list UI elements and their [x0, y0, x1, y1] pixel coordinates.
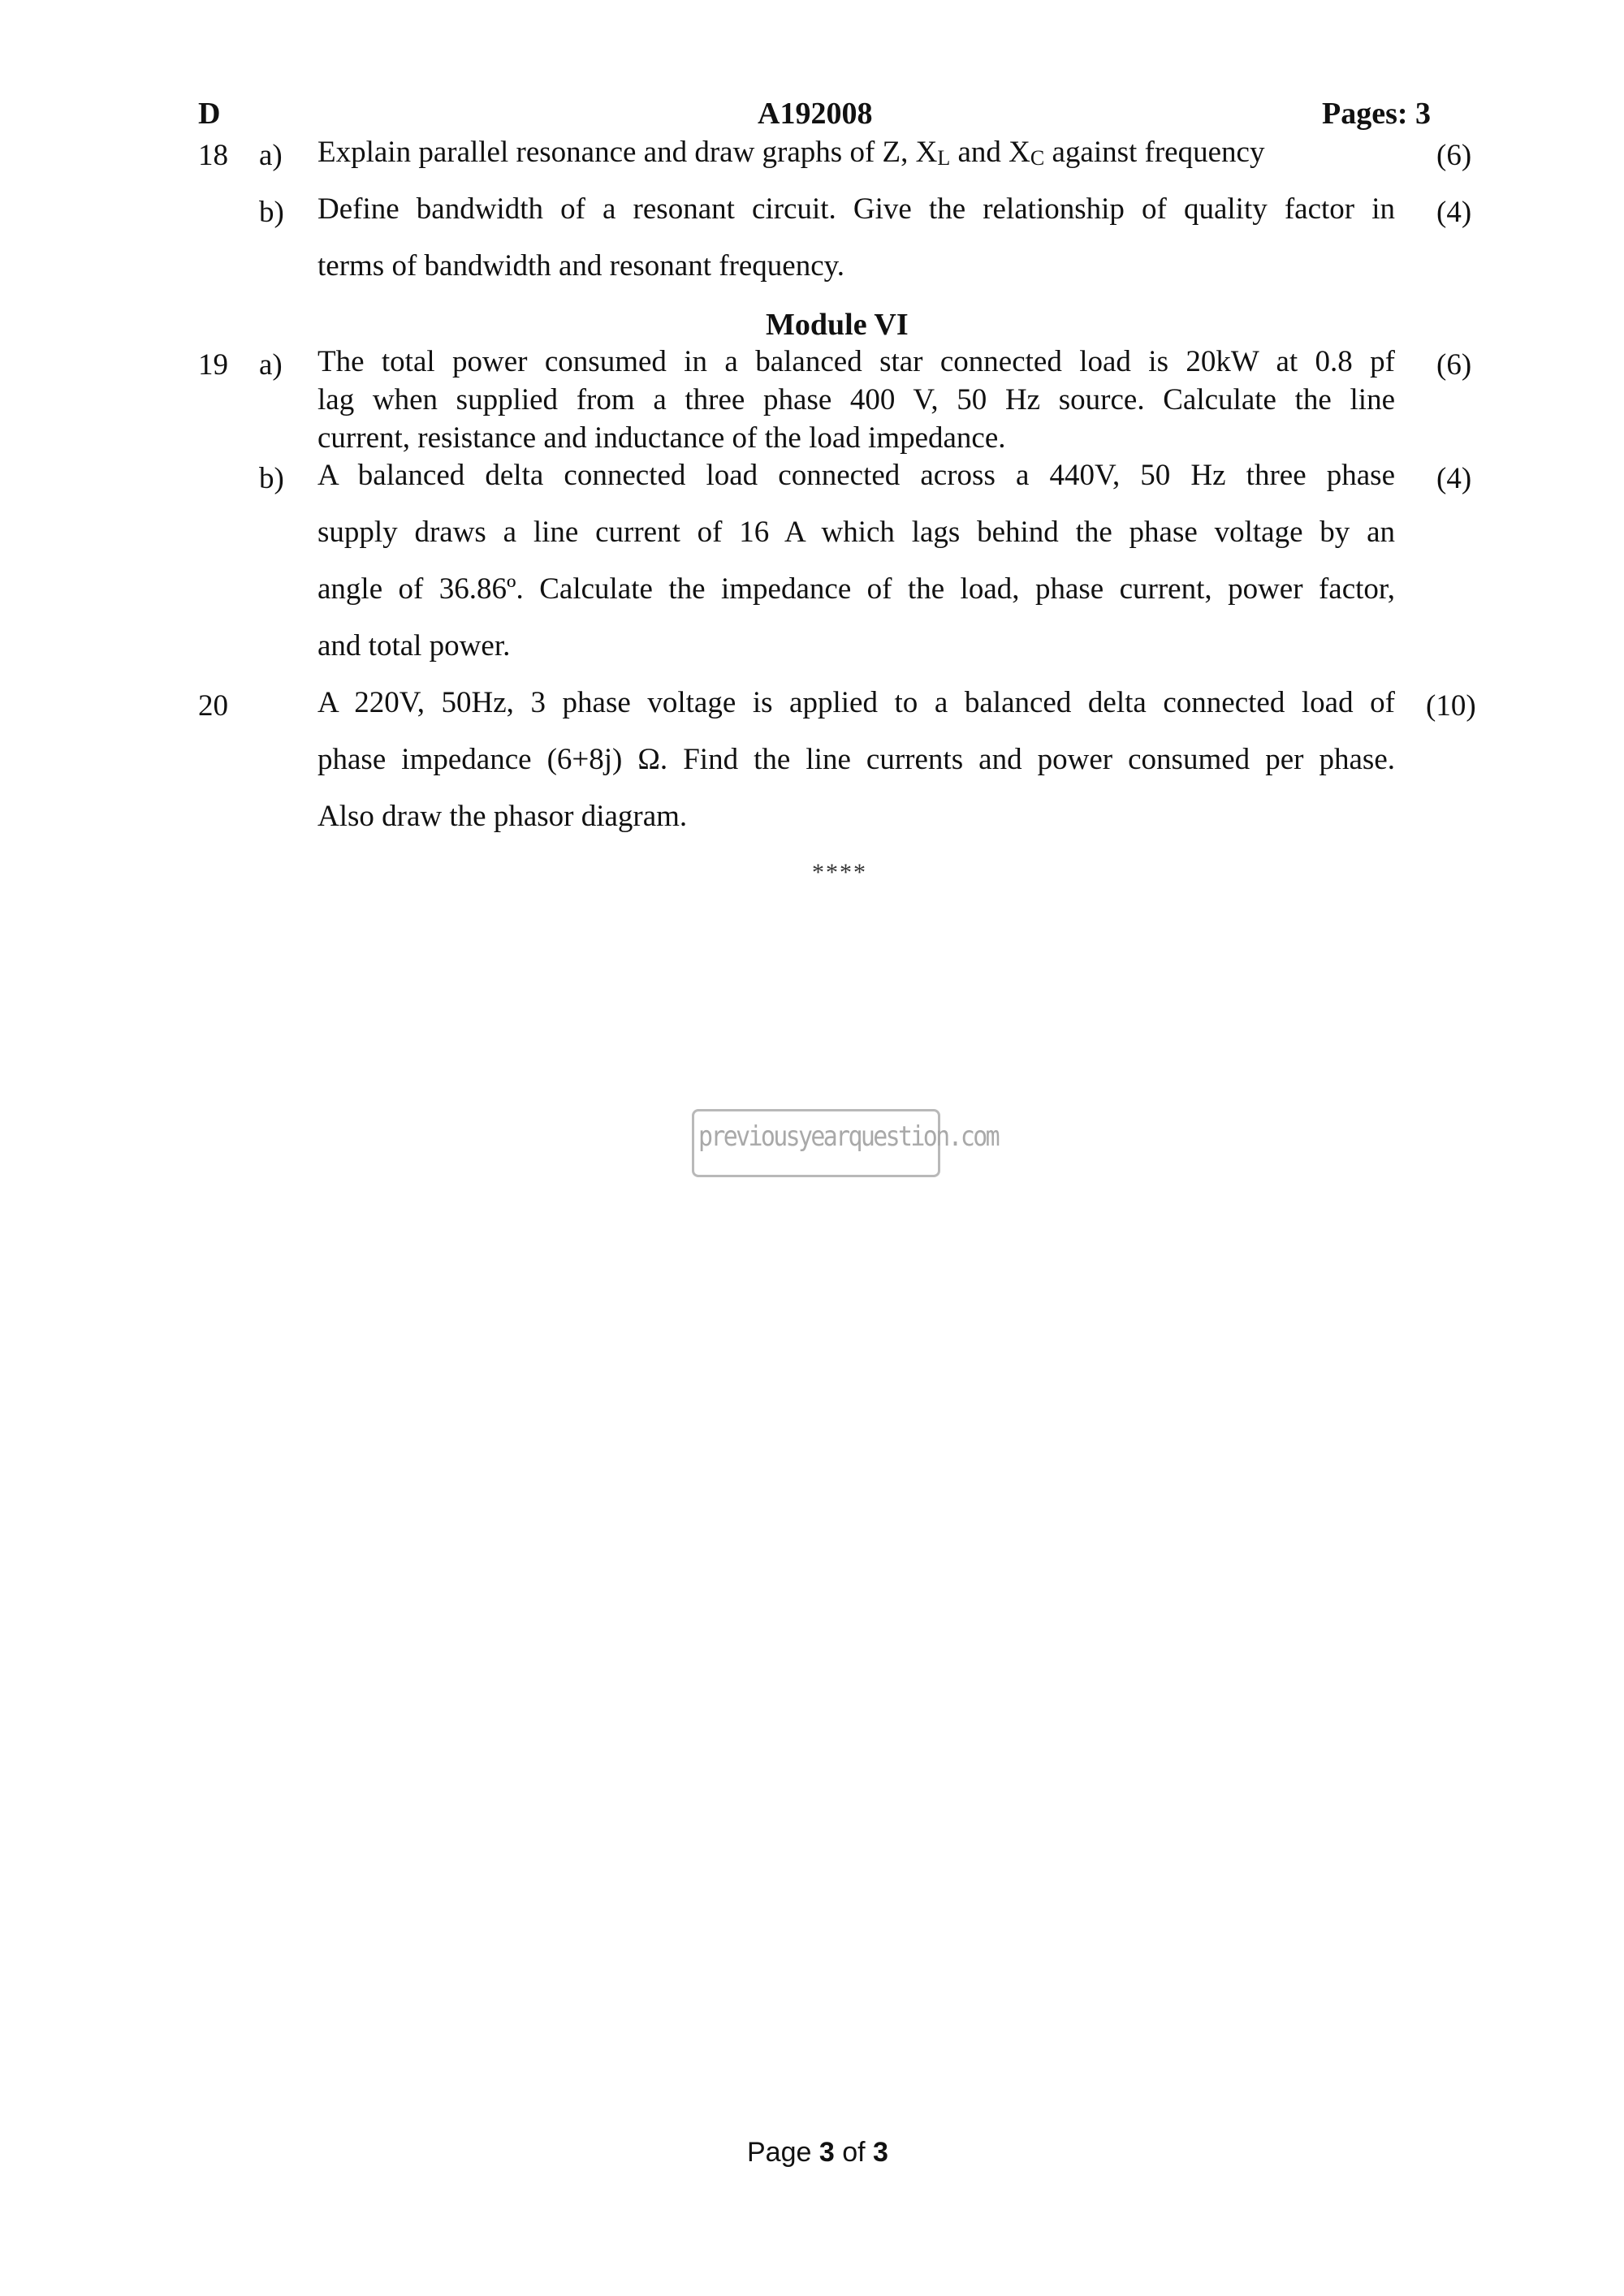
- q20-line2: phase impedance (6+8j) Ω. Find the line currents and power consumed per phase.: [317, 743, 1395, 776]
- paper-code: A192008: [758, 97, 873, 131]
- q19a-label: a): [259, 348, 283, 382]
- question-number-18: 18: [198, 139, 228, 172]
- q20-line3: Also draw the phasor diagram.: [317, 800, 688, 833]
- watermark-logo: [692, 1109, 998, 1179]
- pages-count: Pages: 3: [1322, 97, 1432, 131]
- q19b-line3: angle of 36.86º. Calculate the impedance of the load, phase current, power factor,: [317, 572, 1395, 606]
- q19b-line1: A balanced delta connected load connected across a 440V, 50 Hz three phase: [317, 459, 1395, 492]
- q18b-label: b): [259, 196, 284, 229]
- q18a-label: a): [259, 139, 283, 172]
- q18a-marks: (6): [1436, 139, 1472, 172]
- q18b-line1: Define bandwidth of a resonant circuit. Give the relationship of quality factor in: [317, 192, 1395, 226]
- q19a-line2: lag when supplied from a three phase 400 V, 50 Hz source. Calculate the line: [317, 383, 1395, 416]
- end-marker: ****: [812, 859, 867, 886]
- module-heading: Module VI: [766, 308, 909, 342]
- q19a-line3: current, resistance and inductance of the load impedance.: [317, 421, 1006, 455]
- q19b-line2: supply draws a line current of 16 A which lags behind the phase voltage by an: [317, 516, 1395, 549]
- q19a-marks: (6): [1436, 348, 1472, 382]
- question-number-19: 19: [198, 348, 228, 382]
- watermark-text: previousyearquestion.com: [698, 1120, 998, 1153]
- q19b-label: b): [259, 462, 284, 495]
- q18b-line2: terms of bandwidth and resonant frequency.: [317, 249, 844, 283]
- q19b-line4: and total power.: [317, 629, 511, 662]
- set-label: D: [198, 97, 221, 131]
- question-number-20: 20: [198, 689, 228, 723]
- page-footer: Page 3 of 3: [747, 2137, 888, 2168]
- q18b-marks: (4): [1436, 196, 1472, 229]
- q20-marks: (10): [1426, 689, 1476, 723]
- q18a-text: Explain parallel resonance and draw graphs of Z, XL and XC against frequency: [317, 136, 1265, 170]
- q19b-marks: (4): [1436, 462, 1472, 495]
- q19a-line1: The total power consumed in a balanced star connected load is 20kW at 0.8 pf: [317, 345, 1395, 378]
- q20-line1: A 220V, 50Hz, 3 phase voltage is applied to a balanced delta connected load of: [317, 686, 1395, 719]
